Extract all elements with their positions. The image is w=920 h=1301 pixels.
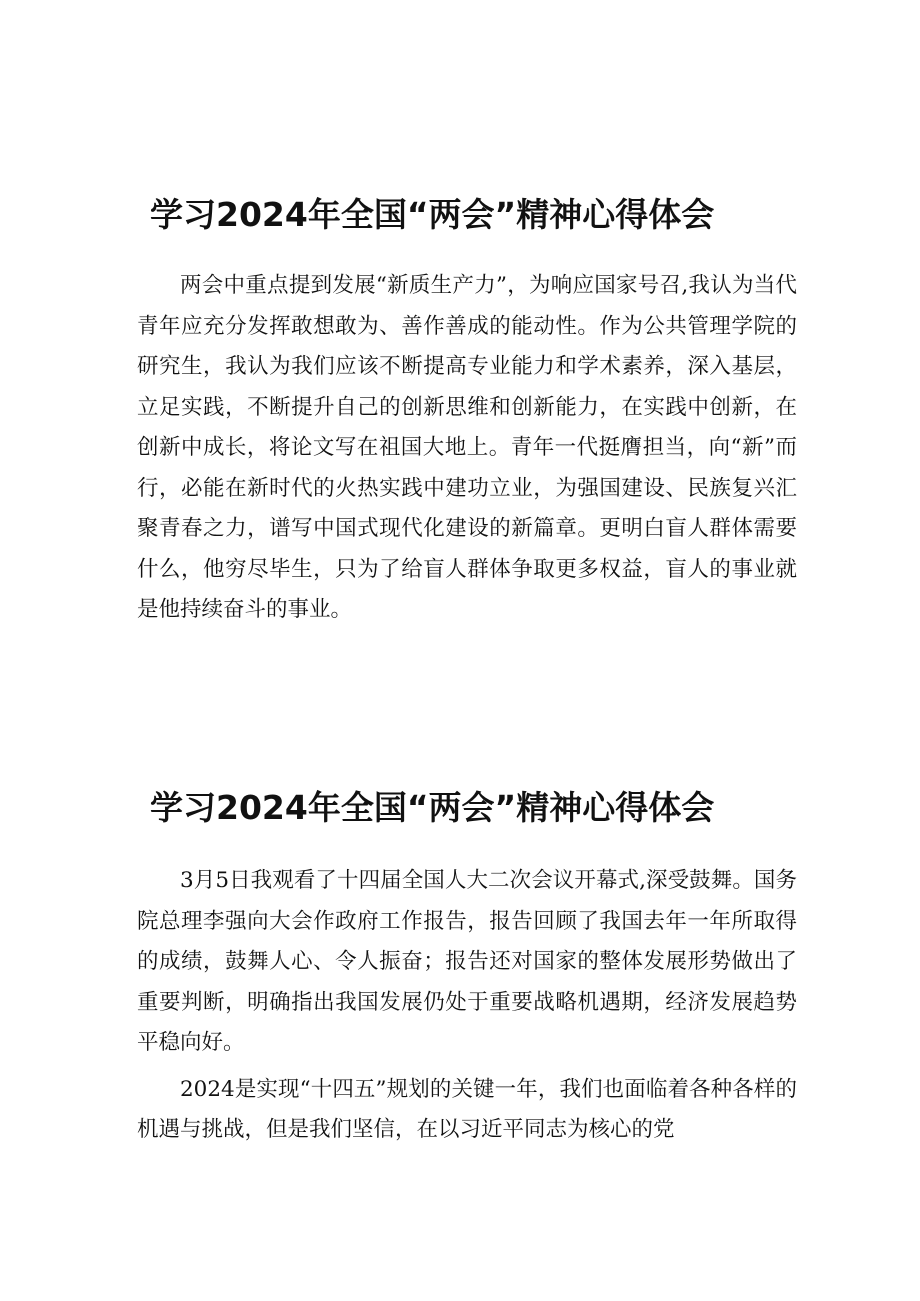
article-body bbox=[137, 266, 797, 631]
body-paragraph: 2024是实现“十四五”规划的关键一年，我们也面临着各种各样的机遇与挑战，但是我们坚信，在以习近平同志为核心的党 bbox=[137, 1076, 797, 1142]
article-body bbox=[137, 861, 797, 1151]
body-paragraph: 3月5日我观看了十四届全国人大二次会议开幕式,深受鼓舞。国务院总理李强向大会作政府工作报告，报告回顾了我国去年一年所取得的成绩，鼓舞人心、令人振奋；报告还对国家的整体发展形势做出了重要判断，明确指出我国发展仍处于重要战略机遇期，经济发展趋势平稳向好。 bbox=[137, 868, 797, 1055]
article-title: 学习2024年全国“两会”精神心得体会 bbox=[150, 788, 715, 828]
article-title: 学习2024年全国“两会”精神心得体会 bbox=[150, 195, 715, 235]
body-paragraph: 两会中重点提到发展“新质生产力”，为响应国家号召,我认为当代青年应充分发挥敢想敢为、善作善成的能动性。作为公共管理学院的研究生，我认为我们应该不断提高专业能力和学术素养，深入基层，立足实践，不断提升自己的创新思维和创新能力，在实践中创新，在创新中成长，将论文写在祖国大地上。青年一代挺膺担当，向“新”而行，必能在新时代的火热实践中建功立业，为强国建设、民族复兴汇聚青春之力，谱写中国式现代化建设的新篇章。更明白盲人群体需要什么，他穷尽毕生，只为了给盲人群体争取更多权益，盲人的事业就是他持续奋斗的事业。 bbox=[137, 273, 797, 622]
